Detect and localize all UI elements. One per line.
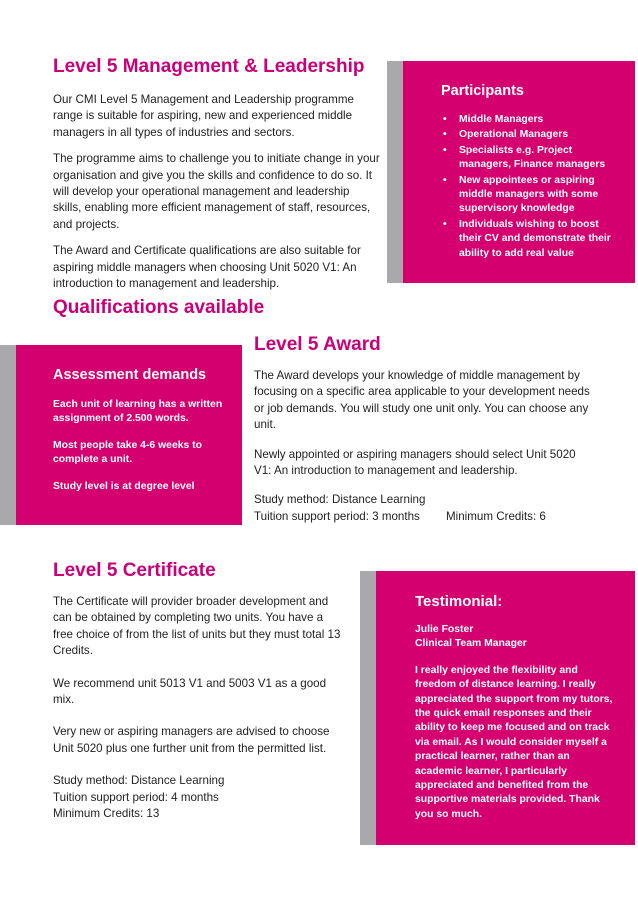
list-item: • Individuals wishing to boost their CV and demonstrate their ability to add real value [443, 218, 611, 259]
award-description: The Award develops your knowledge of middle management by focusing on a specific area applicable to your development needs or job demands. You will study one unit only. You can choose any unit. [254, 369, 590, 432]
qualifications-title: Qualifications available [53, 297, 265, 318]
assessment-line: Most people take 4-6 weeks to complete a unit. [53, 439, 202, 466]
certificate-min-credits: Minimum Credits: 13 [53, 807, 160, 821]
certificate-description: The Certificate will provider broader development and can be obtained by completing two units. You have a free choice of from the list of units but they must total 13 Credits. [53, 595, 341, 658]
certificate-tuition: Tuition support period: 4 months [53, 790, 219, 804]
award-unit-advice: Newly appointed or aspiring managers should select Unit 5020 V1: An introduction to management and leadership. [254, 447, 576, 478]
award-tuition: Tuition support period: 3 months [254, 509, 420, 523]
award-study-method: Study method: Distance Learning [254, 493, 426, 507]
list-item: • New appointees or aspiring middle managers with some supervisory knowledge [443, 174, 599, 215]
participants-stripe [387, 61, 403, 283]
intro-paragraph: Our CMI Level 5 Management and Leadership programme range is suitable for aspiring, new and experienced middle managers in all types of industries and sectors. [53, 93, 354, 139]
list-item: • Specialists e.g. Project managers, Finance managers [443, 144, 606, 171]
award-body [254, 368, 594, 525]
assessment-title: Assessment demands [53, 367, 207, 383]
management-leadership-body [53, 92, 381, 302]
certificate-recommendation: We recommend unit 5013 V1 and 5003 V1 as a good mix. [53, 676, 327, 707]
certificate-title: Level 5 Certificate [53, 560, 216, 581]
certificate-body [53, 594, 345, 822]
testimonial-panel [376, 571, 635, 845]
certificate-unit-advice: Very new or aspiring managers are advised to choose Unit 5020 plus one further unit from the permitted list. [53, 725, 330, 755]
aims-paragraph: The programme aims to challenge you to initiate change in your organisation and give you the skills and confidence to do so. It will develop your operational management and leadership skills, enabling more efficient management of staff, resources, and projects. [53, 152, 380, 231]
assessment-line: Study level is at degree level [53, 480, 195, 492]
testimonial-title: Testimonial: [415, 593, 503, 610]
list-item: • Middle Managers [443, 114, 544, 125]
certificate-study-method: Study method: Distance Learning [53, 774, 225, 788]
assessment-panel [16, 345, 242, 525]
suitability-paragraph: The Award and Certificate qualifications are also suitable for aspiring middle managers when choosing Unit 5020 V1: An introduction to management and leadership. [53, 244, 361, 291]
award-title: Level 5 Award [254, 334, 381, 355]
testimonial-stripe [360, 571, 376, 845]
award-min-credits: Minimum Credits: 6 [446, 509, 546, 523]
management-leadership-title: Level 5 Management & Leadership [53, 56, 365, 77]
participants-list [441, 113, 621, 262]
list-item: • Operational Managers [443, 129, 569, 141]
testimonial-name: Julie Foster [415, 624, 474, 635]
participants-panel [403, 61, 635, 283]
participants-title: Participants [441, 83, 524, 99]
testimonial-quote: I really enjoyed the flexibility and freedom of distance learning. I really appreciated the support from my tutors, the quick email responses and their ability to keep me focused and on track via email. As I would consider myself a practical learner, rather than an academic learner, I particularly appreciated and benefited from the supportive materials provided. Thank you so much. [415, 664, 613, 820]
assessment-line: Each unit of learning has a written assignment of 2.500 words. [53, 399, 223, 425]
assessment-stripe [0, 345, 16, 525]
testimonial-role: Clinical Team Manager [415, 638, 527, 650]
